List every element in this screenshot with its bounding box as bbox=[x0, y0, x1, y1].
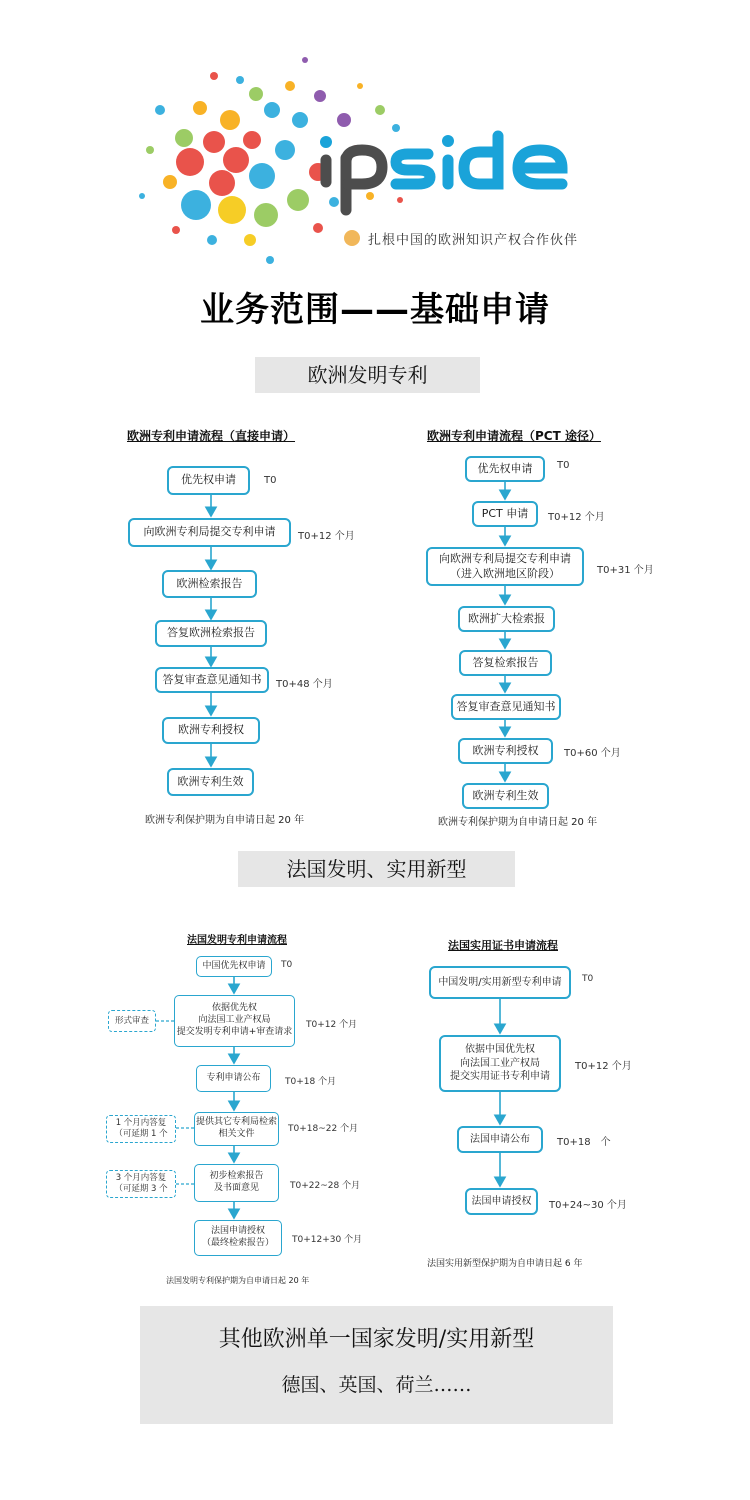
fru-step-publication: 法国申请公布 bbox=[457, 1126, 543, 1153]
fru-time-t0: T0 bbox=[582, 974, 594, 984]
pct-step-grant: 欧洲专利授权 bbox=[458, 738, 553, 764]
pct-step-priority: 优先权申请 bbox=[465, 456, 545, 482]
pct-step-extended-search: 欧洲扩大检索报 bbox=[458, 606, 555, 632]
fr-time-t0: T0 bbox=[281, 960, 293, 970]
other-countries-title: 其他欧洲单一国家发明/实用新型 bbox=[218, 1327, 535, 1352]
page-title: 业务范围——基础申请 bbox=[200, 290, 550, 330]
fr-side-formal-exam: 形式审查 bbox=[108, 1010, 156, 1032]
fr-step-other-office-docs: 提供其它专利局检索 相关文件 bbox=[194, 1112, 279, 1146]
direct-protection-note: 欧洲专利保护期为自申请日起 20 年 bbox=[145, 815, 305, 826]
pct-step-regional-phase: 向欧洲专利局提交专利申请 （进入欧洲地区阶段） bbox=[426, 547, 584, 586]
section-title-ep-text: 欧洲发明专利 bbox=[307, 363, 428, 387]
flow-fr-utility-title: 法国实用证书申请流程 bbox=[448, 939, 558, 952]
fr-time-t12-30: T0+12+30 个月 bbox=[292, 1235, 363, 1245]
flow-pct-title: 欧洲专利申请流程（PCT 途径） bbox=[427, 429, 601, 443]
section-title-fr-text: 法国发明、实用新型 bbox=[286, 857, 467, 881]
pct-step-validation: 欧洲专利生效 bbox=[462, 783, 549, 809]
pct-time-t60: T0+60 个月 bbox=[564, 748, 621, 759]
other-countries-box bbox=[140, 1306, 613, 1424]
pct-step-reply-exam: 答复审查意见通知书 bbox=[451, 694, 561, 720]
fr-step-prelim-search: 初步检索报告 及书面意见 bbox=[194, 1164, 279, 1202]
fr-utility-protection-note: 法国实用新型保护期为自申请日起 6 年 bbox=[427, 1259, 583, 1269]
direct-time-t48: T0+48 个月 bbox=[276, 679, 333, 690]
fr-time-t18-22: T0+18~22 个月 bbox=[288, 1124, 359, 1134]
direct-step-grant: 欧洲专利授权 bbox=[162, 717, 260, 744]
direct-time-t12: T0+12 个月 bbox=[298, 531, 355, 542]
direct-time-t0: T0 bbox=[264, 475, 277, 486]
fr-step-grant: 法国申请授权 （最终检索报告） bbox=[194, 1220, 282, 1256]
direct-step-reply-exam: 答复审查意见通知书 bbox=[155, 667, 269, 693]
fr-side-reply-1m: 1 个月内答复 （可延期 1 个 bbox=[106, 1115, 176, 1143]
fr-patent-protection-note: 法国发明专利保护期为自申请日起 20 年 bbox=[166, 1276, 310, 1285]
fr-step-file-inpi: 依据优先权 向法国工业产权局 提交发明专利申请+审查请求 bbox=[174, 995, 295, 1047]
direct-step-search-report: 欧洲检索报告 bbox=[162, 570, 257, 598]
section-title-fr bbox=[238, 851, 515, 887]
pct-protection-note: 欧洲专利保护期为自申请日起 20 年 bbox=[438, 817, 598, 828]
direct-step-priority: 优先权申请 bbox=[167, 466, 250, 495]
direct-step-file-epo: 向欧洲专利局提交专利申请 bbox=[128, 518, 291, 547]
fru-time-t12: T0+12 个月 bbox=[575, 1061, 632, 1072]
fr-side-reply-3m: 3 个月内答复 （可延期 3 个 bbox=[106, 1170, 176, 1198]
direct-step-reply-search: 答复欧洲检索报告 bbox=[155, 620, 267, 647]
fru-step-cn-filing: 中国发明/实用新型专利申请 bbox=[429, 966, 571, 999]
pct-step-reply-search: 答复检索报告 bbox=[459, 650, 552, 676]
fr-step-publication: 专利申请公布 bbox=[196, 1065, 271, 1092]
direct-step-validation: 欧洲专利生效 bbox=[167, 768, 254, 796]
flow-direct-title: 欧洲专利申请流程（直接申请） bbox=[127, 429, 296, 443]
pct-step-pct-filing: PCT 申请 bbox=[472, 501, 538, 527]
fr-time-t18: T0+18 个月 bbox=[285, 1077, 337, 1087]
fru-step-file-inpi: 依据中国优先权 向法国工业产权局 提交实用证书专利申请 bbox=[439, 1035, 561, 1092]
other-countries-list: 德国、英国、荷兰…… bbox=[281, 1374, 472, 1396]
pct-time-t31: T0+31 个月 bbox=[597, 565, 654, 576]
fru-time-t18: T0+18 个 bbox=[557, 1137, 611, 1148]
fru-step-grant: 法国申请授权 bbox=[465, 1188, 538, 1215]
fr-time-t22-28: T0+22~28 个月 bbox=[290, 1181, 361, 1191]
flow-fr-patent-title: 法国发明专利申请流程 bbox=[187, 935, 287, 946]
slogan: 扎根中国的欧洲知识产权合作伙伴 bbox=[368, 233, 579, 248]
pct-time-t0: T0 bbox=[557, 460, 570, 471]
fru-time-t24-30: T0+24~30 个月 bbox=[549, 1200, 627, 1211]
pct-time-t12: T0+12 个月 bbox=[548, 512, 605, 523]
fr-step-cn-priority: 中国优先权申请 bbox=[196, 956, 272, 977]
fr-time-t12: T0+12 个月 bbox=[306, 1020, 358, 1030]
